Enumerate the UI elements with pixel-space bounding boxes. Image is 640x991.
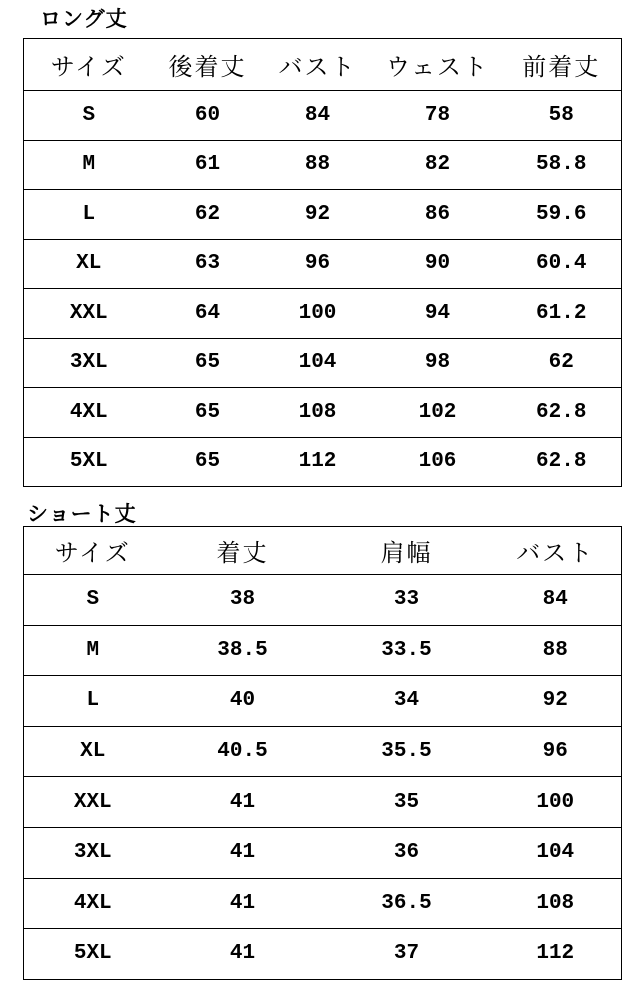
- table-cell: 100: [262, 289, 374, 339]
- table-cell: 62: [154, 190, 262, 240]
- table-cell: 64: [154, 289, 262, 339]
- table-cell: 104: [262, 338, 374, 388]
- table-cell: 3XL: [24, 827, 162, 878]
- table-cell: 40: [162, 676, 324, 727]
- table-cell: 62.8: [536, 450, 587, 474]
- table-cell: 96: [262, 239, 374, 289]
- table-cell: XXL: [24, 289, 154, 339]
- table-row: [24, 726, 622, 777]
- table-row: [24, 777, 622, 828]
- table-cell: 100: [490, 777, 622, 828]
- header-row: [24, 527, 622, 575]
- table-row: [24, 676, 622, 727]
- table-cell: 84: [262, 91, 374, 141]
- table-cell: 36.5: [324, 878, 490, 929]
- col-header-bust: バスト: [490, 527, 622, 575]
- table-cell: 40.5: [162, 726, 324, 777]
- table-cell: L: [24, 190, 154, 240]
- col-header-waist: ウェスト: [374, 39, 502, 91]
- table-cell: XL: [24, 726, 162, 777]
- table-cell: 33.5: [324, 625, 490, 676]
- table-cell: 98: [374, 338, 502, 388]
- table-cell: 36: [324, 827, 490, 878]
- table-cell: 90: [374, 239, 502, 289]
- table-cell: 108: [262, 388, 374, 438]
- table-cell: 41: [229, 942, 256, 966]
- col-header-shoulder: 肩幅: [324, 527, 490, 575]
- long-size-table: [23, 38, 622, 487]
- long-size-title: ロング丈: [40, 6, 128, 31]
- table-cell: 33: [324, 575, 490, 626]
- table-cell: 63: [154, 239, 262, 289]
- table-row: [24, 190, 622, 240]
- table-cell: 96: [490, 726, 622, 777]
- col-header-size: サイズ: [24, 527, 162, 575]
- table-row: [24, 929, 622, 980]
- header-row: [24, 39, 622, 91]
- table-cell: 38.5: [162, 625, 324, 676]
- table-cell: 65: [154, 388, 262, 438]
- table-cell: 59.6: [502, 190, 622, 240]
- table-cell: XL: [24, 239, 154, 289]
- table-cell: 58.8: [502, 140, 622, 190]
- table-cell: XXL: [24, 777, 162, 828]
- table-cell: 92: [262, 190, 374, 240]
- table-cell: 88: [262, 140, 374, 190]
- table-cell: M: [24, 625, 162, 676]
- table-cell: 41: [162, 878, 324, 929]
- table-cell: 92: [490, 676, 622, 727]
- col-header-bust: バスト: [262, 39, 374, 91]
- table-cell: 5XL: [73, 942, 112, 966]
- table-cell: 61: [154, 140, 262, 190]
- table-cell: 4XL: [24, 388, 154, 438]
- table-cell: 94: [374, 289, 502, 339]
- table-cell: 5XL: [69, 450, 108, 474]
- table-row: [24, 91, 622, 141]
- table-cell: 84: [490, 575, 622, 626]
- table-cell: S: [24, 91, 154, 141]
- table-cell: L: [24, 676, 162, 727]
- table-cell: 35.5: [324, 726, 490, 777]
- table-cell: 34: [324, 676, 490, 727]
- col-header-length: 着丈: [162, 527, 324, 575]
- table-cell: 62.8: [502, 388, 622, 438]
- table-cell: 60: [154, 91, 262, 141]
- table-row: [24, 437, 622, 487]
- table-cell: 88: [490, 625, 622, 676]
- table-cell: 41: [162, 827, 324, 878]
- table-cell: S: [24, 575, 162, 626]
- table-cell: 65: [194, 450, 221, 474]
- table-cell: 37: [393, 942, 420, 966]
- table-row: [24, 827, 622, 878]
- table-row: [24, 625, 622, 676]
- table-cell: 62: [502, 338, 622, 388]
- table-cell: 58: [502, 91, 622, 141]
- table-cell: 112: [536, 942, 575, 966]
- table-row: [24, 388, 622, 438]
- table-cell: 35: [324, 777, 490, 828]
- col-header-back-length: 後着丈: [154, 39, 262, 91]
- table-cell: 61.2: [502, 289, 622, 339]
- table-cell: 82: [374, 140, 502, 190]
- table-cell: 108: [490, 878, 622, 929]
- table-cell: 38: [162, 575, 324, 626]
- table-cell: 86: [374, 190, 502, 240]
- table-row: [24, 878, 622, 929]
- table-cell: 3XL: [24, 338, 154, 388]
- table-row: [24, 575, 622, 626]
- table-row: [24, 338, 622, 388]
- table-cell: 41: [162, 777, 324, 828]
- table-cell: 78: [374, 91, 502, 141]
- table-cell: 104: [490, 827, 622, 878]
- table-row: [24, 289, 622, 339]
- table-row: [24, 239, 622, 289]
- short-size-table: [23, 526, 622, 980]
- short-size-title: ショート丈: [27, 501, 137, 526]
- table-cell: 65: [154, 338, 262, 388]
- col-header-size: サイズ: [24, 39, 154, 91]
- table-row: [24, 140, 622, 190]
- table-cell: 102: [374, 388, 502, 438]
- table-cell: M: [24, 140, 154, 190]
- table-cell: 106: [418, 450, 457, 474]
- table-cell: 4XL: [24, 878, 162, 929]
- table-cell: 60.4: [502, 239, 622, 289]
- table-cell: 112: [298, 450, 337, 474]
- col-header-front-length: 前着丈: [502, 39, 622, 91]
